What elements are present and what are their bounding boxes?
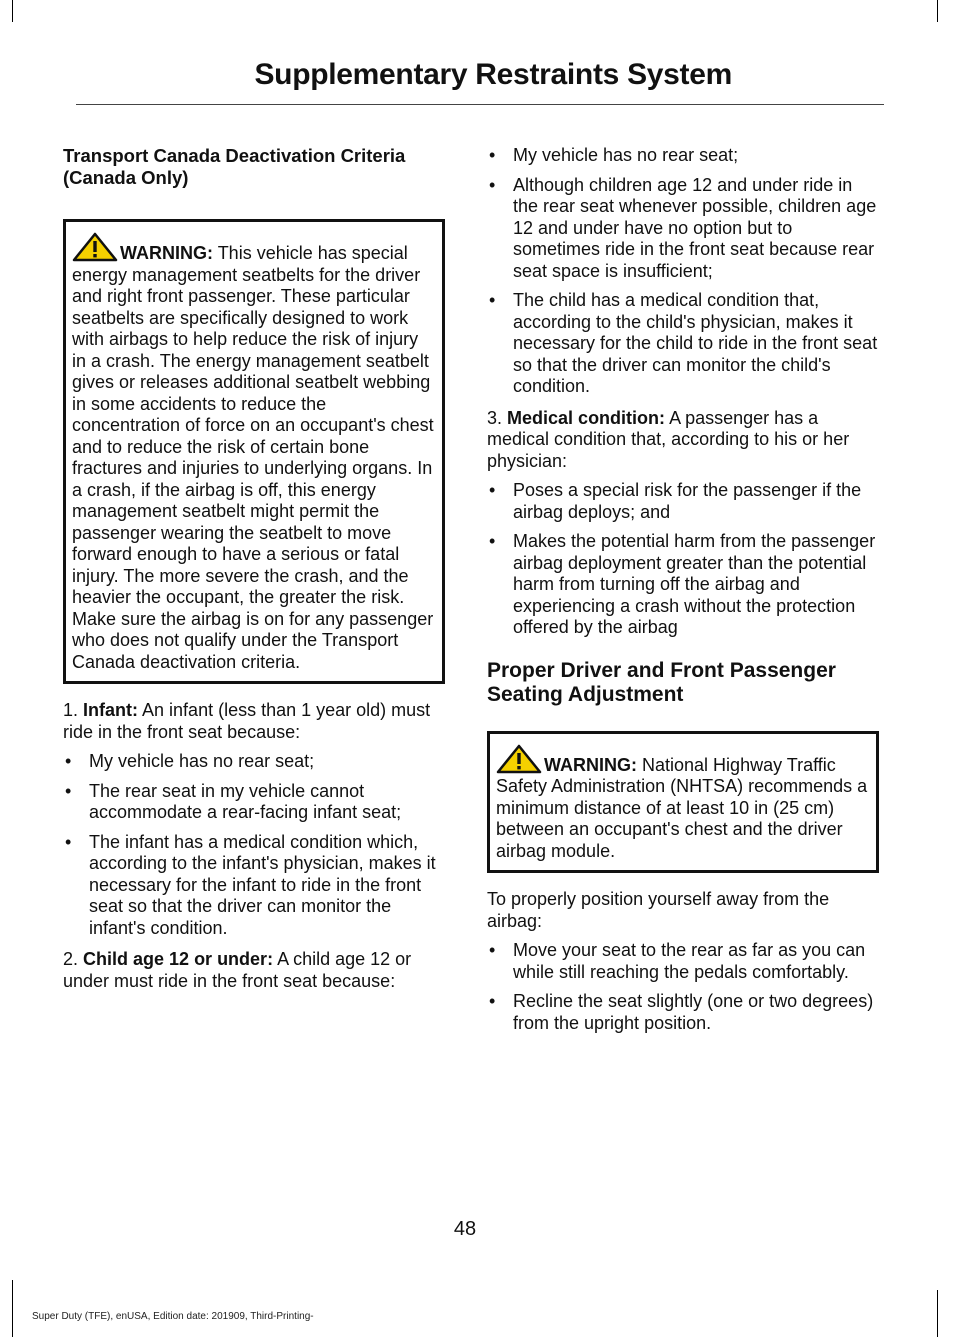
footer-edition-info: Super Duty (TFE), enUSA, Edition date: 201909, Third-Printing- — [32, 1311, 314, 1322]
list-item — [487, 145, 879, 167]
list-item-text: My vehicle has no rear seat; — [89, 751, 315, 771]
list-item — [63, 781, 445, 824]
bullet-icon: • — [65, 751, 72, 771]
bullet-icon: • — [489, 991, 496, 1011]
bullet-icon: • — [489, 145, 496, 165]
list-item-text: My vehicle has no rear seat; — [513, 145, 739, 165]
warning-text: This vehicle has special energy management seatbelts for the driver and right front passenger. These particular seatbelts are specifically designed to work with airbags to help reduce the risk of injury in a crash. The energy management seatbelt gives or releases additional seatbelt webbing in some accidents to reduce the concentration of force on an occupant's chest and to reduce the risk of certain bone fractures and injuries to underlying organs. In a crash, if the airbag is off, this energy management seatbelt might permit the passenger wearing the seatbelt to move forward enough to have a serious or fatal injury. The more severe the crash, and the heavier the occupant, the greater the risk. Make sure the airbag is on for any passenger who does not qualify under the Transport Canada deactivation criteria. — [72, 243, 434, 672]
warning-box — [63, 219, 445, 684]
item-text: An infant (less than 1 year old) must ride in the front seat because: — [63, 700, 431, 742]
bullet-list — [487, 940, 879, 1034]
list-item — [487, 940, 879, 983]
list-item — [487, 480, 879, 523]
bullet-list — [487, 480, 879, 639]
list-item-text: Makes the potential harm from the passenger airbag deployment greater than the potential harm from turning off the airbag and experiencing a crash without the protection offered by the airbag — [513, 531, 876, 637]
list-item — [487, 991, 879, 1034]
warning-label: WARNING: — [120, 243, 213, 263]
warning-box — [487, 731, 879, 874]
list-item-text: Move your seat to the rear as far as you can while still reaching the pedals comfortably. — [513, 940, 866, 982]
list-item — [487, 531, 879, 639]
list-item — [487, 290, 879, 398]
section-heading: Transport Canada Deactivation Criteria (Canada Only) — [63, 145, 406, 188]
warning-label: WARNING: — [544, 754, 637, 775]
item-lead: Medical condition: — [507, 407, 666, 428]
warning-triangle-icon — [72, 232, 118, 262]
bullet-icon: • — [489, 480, 496, 500]
bullet-icon: • — [489, 174, 496, 195]
list-item-text: The infant has a medical condition which, according to the infant's physician, makes it necessary for the infant to ride in the front seat so that the driver can monitor the infant's condition. — [89, 831, 436, 938]
bullet-list — [487, 145, 879, 398]
intro-text: To properly position yourself away from the airbag: — [487, 889, 830, 931]
numbered-item — [63, 949, 445, 992]
list-item — [487, 175, 879, 283]
warning-text: National Highway Traffic Safety Administration (NHTSA) recommends a minimum distance of at least 10 in (25 cm) between an occupant's chest and the driver airbag module. — [496, 754, 868, 861]
list-item-text: Although children age 12 and under ride in the rear seat whenever possible, children age 12 and under have no option but to sometimes ride in the front seat because rear seat space is insufficient; — [513, 174, 877, 281]
bullet-icon: • — [65, 831, 72, 852]
list-item-text: The child has a medical condition that, according to the child's physician, makes it necessary for the child to ride in the front seat so that the driver can monitor the child's condition. — [513, 290, 878, 396]
item-lead: Infant: — [83, 700, 139, 720]
item-lead: Child age 12 or under: — [83, 949, 274, 969]
warning-triangle-icon — [496, 744, 542, 774]
item-number: 3. — [487, 407, 503, 428]
page-number: 48 — [453, 1218, 477, 1240]
numbered-item — [487, 408, 879, 473]
crop-mark — [12, 1280, 13, 1337]
left-column — [63, 145, 445, 1000]
numbered-item — [63, 700, 445, 743]
list-item — [63, 751, 445, 773]
bullet-icon: • — [489, 531, 496, 551]
item-number: 2. — [63, 949, 79, 969]
bullet-list — [63, 751, 445, 939]
section-heading: Proper Driver and Front Passenger Seating Adjustment — [487, 658, 836, 706]
list-item-text: Recline the seat slightly (one or two degrees) from the upright position. — [513, 991, 874, 1033]
list-item-text: Poses a special risk for the passenger if the airbag deploys; and — [513, 480, 862, 522]
item-text: A child age 12 or under must ride in the front seat because: — [63, 949, 412, 991]
page-header-title: Supplementary Restraints System — [254, 58, 732, 91]
bullet-icon: • — [489, 290, 496, 310]
header-divider — [76, 104, 884, 105]
crop-mark — [937, 1290, 938, 1337]
bullet-icon: • — [489, 940, 496, 960]
crop-mark — [12, 0, 13, 22]
crop-mark — [937, 0, 938, 22]
item-number: 1. — [63, 700, 79, 720]
right-column — [487, 145, 879, 1044]
list-item — [63, 832, 445, 940]
item-text: A passenger has a medical condition that, according to his or her physician: — [487, 407, 850, 471]
bullet-icon: • — [65, 780, 72, 801]
list-item-text: The rear seat in my vehicle cannot accommodate a rear-facing infant seat; — [89, 780, 402, 822]
